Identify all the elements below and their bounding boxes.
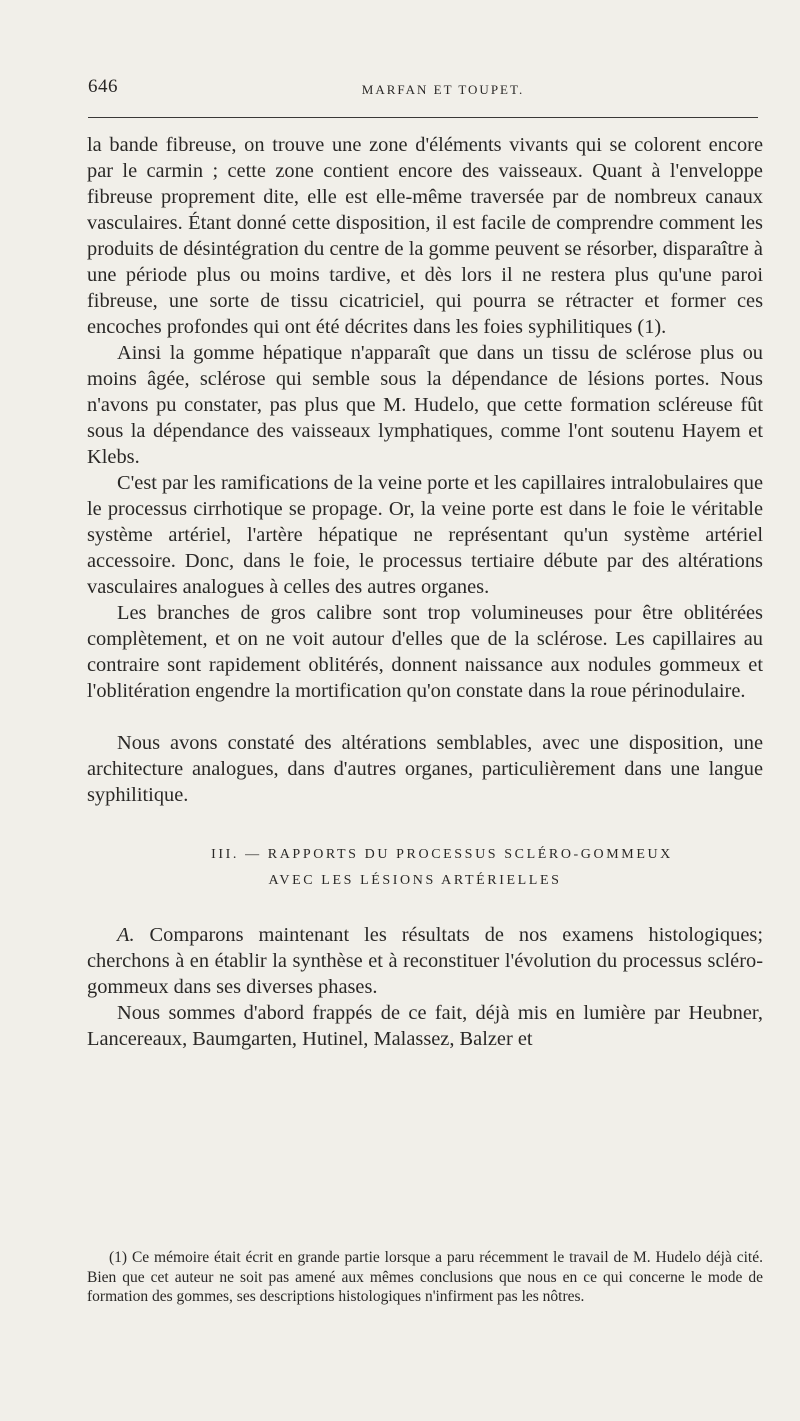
page-number: 646 [88, 76, 118, 97]
paragraph: la bande fibreuse, on trouve une zone d'éléments vivants qui se colorent encore par le carmin ; cette zone contient encore des vaisseaux. Quant à l'enveloppe fibreuse proprement dite, elle est elle-même traversée par de nombreux canaux vasculaires. Étant donné cette disposition, il est facile de comprendre comment les produits de désintégration du centre de la gomme peuvent se résorber, disparaître à une période plus ou moins tardive, et dès lors il ne restera plus qu'une paroi fibreuse, une sorte de tissu cicatriciel, qui pourra se rétracter et former ces encoches profondes qui ont été décrites dans les foies syphilitiques (1). [87, 134, 763, 338]
footnote: (1) Ce mémoire était écrit en grande partie lorsque a paru récemment le travail de M. Hudelo déjà cité. Bien que cet auteur ne soit pas amené aux mêmes conclusions que nous en ce qui concerne le mode de formation des gommes, ses descriptions histologiques n'infirment pas les nôtres. [87, 1249, 763, 1305]
section-title-line: AVEC LES LÉSIONS ARTÉRIELLES [268, 873, 562, 888]
page-header [88, 74, 758, 104]
footnotes [87, 1248, 763, 1307]
section-gap [87, 808, 763, 842]
paragraph-text: Comparons maintenant les résultats de nos examens histologiques; cherchons à en établir la synthèse et à reconstituer l'évolution du processus scléro-gommeux dans ses diverses phases. [87, 924, 763, 998]
header-rule [88, 117, 758, 118]
running-head: MARFAN ET TOUPET. [361, 82, 525, 97]
section-title-line: III. — RAPPORTS DU PROCESSUS SCLÉRO-GOMMEUX [211, 847, 673, 862]
body-text [87, 132, 763, 1052]
paragraph [87, 922, 763, 1000]
section-gap [87, 894, 763, 922]
paragraph: Ainsi la gomme hépatique n'apparaît que dans un tissu de sclérose plus ou moins âgée, sclérose qui semble sous la dépendance de lésions portes. Nous n'avons pu constater, pas plus que M. Hudelo, que cette formation scléreuse fût sous la dépendance des vaisseaux lymphatiques, comme l'ont soutenu Hayem et Klebs. [87, 342, 763, 468]
section-title [87, 842, 763, 894]
paragraph: Les branches de gros calibre sont trop volumineuses pour être oblitérées complètement, et on ne voit autour d'elles que de la sclérose. Les capillaires au contraire sont rapidement oblitérés, donnent naissance aux nodules gommeux et l'oblitération engendre la mortification qu'on constate dans la roue périnodulaire. [87, 602, 763, 702]
paragraph: Nous sommes d'abord frappés de ce fait, déjà mis en lumière par Heubner, Lancereaux, Baumgarten, Hutinel, Malassez, Balzer et [87, 1002, 763, 1050]
subsection-letter: A. [117, 924, 135, 946]
paragraph: Nous avons constaté des altérations semblables, avec une disposition, une architecture analogues, dans d'autres organes, particulièrement dans une langue syphilitique. [87, 732, 763, 806]
paragraph: C'est par les ramifications de la veine porte et les capillaires intralobulaires que le processus cirrhotique se propage. Or, la veine porte est dans le foie le véritable système artériel, l'artère hépatique ne représentant qu'un système artériel accessoire. Donc, dans le foie, le processus tertiaire débute par des altérations vasculaires analogues à celles des autres organes. [87, 472, 763, 598]
paragraph-gap [87, 704, 763, 730]
